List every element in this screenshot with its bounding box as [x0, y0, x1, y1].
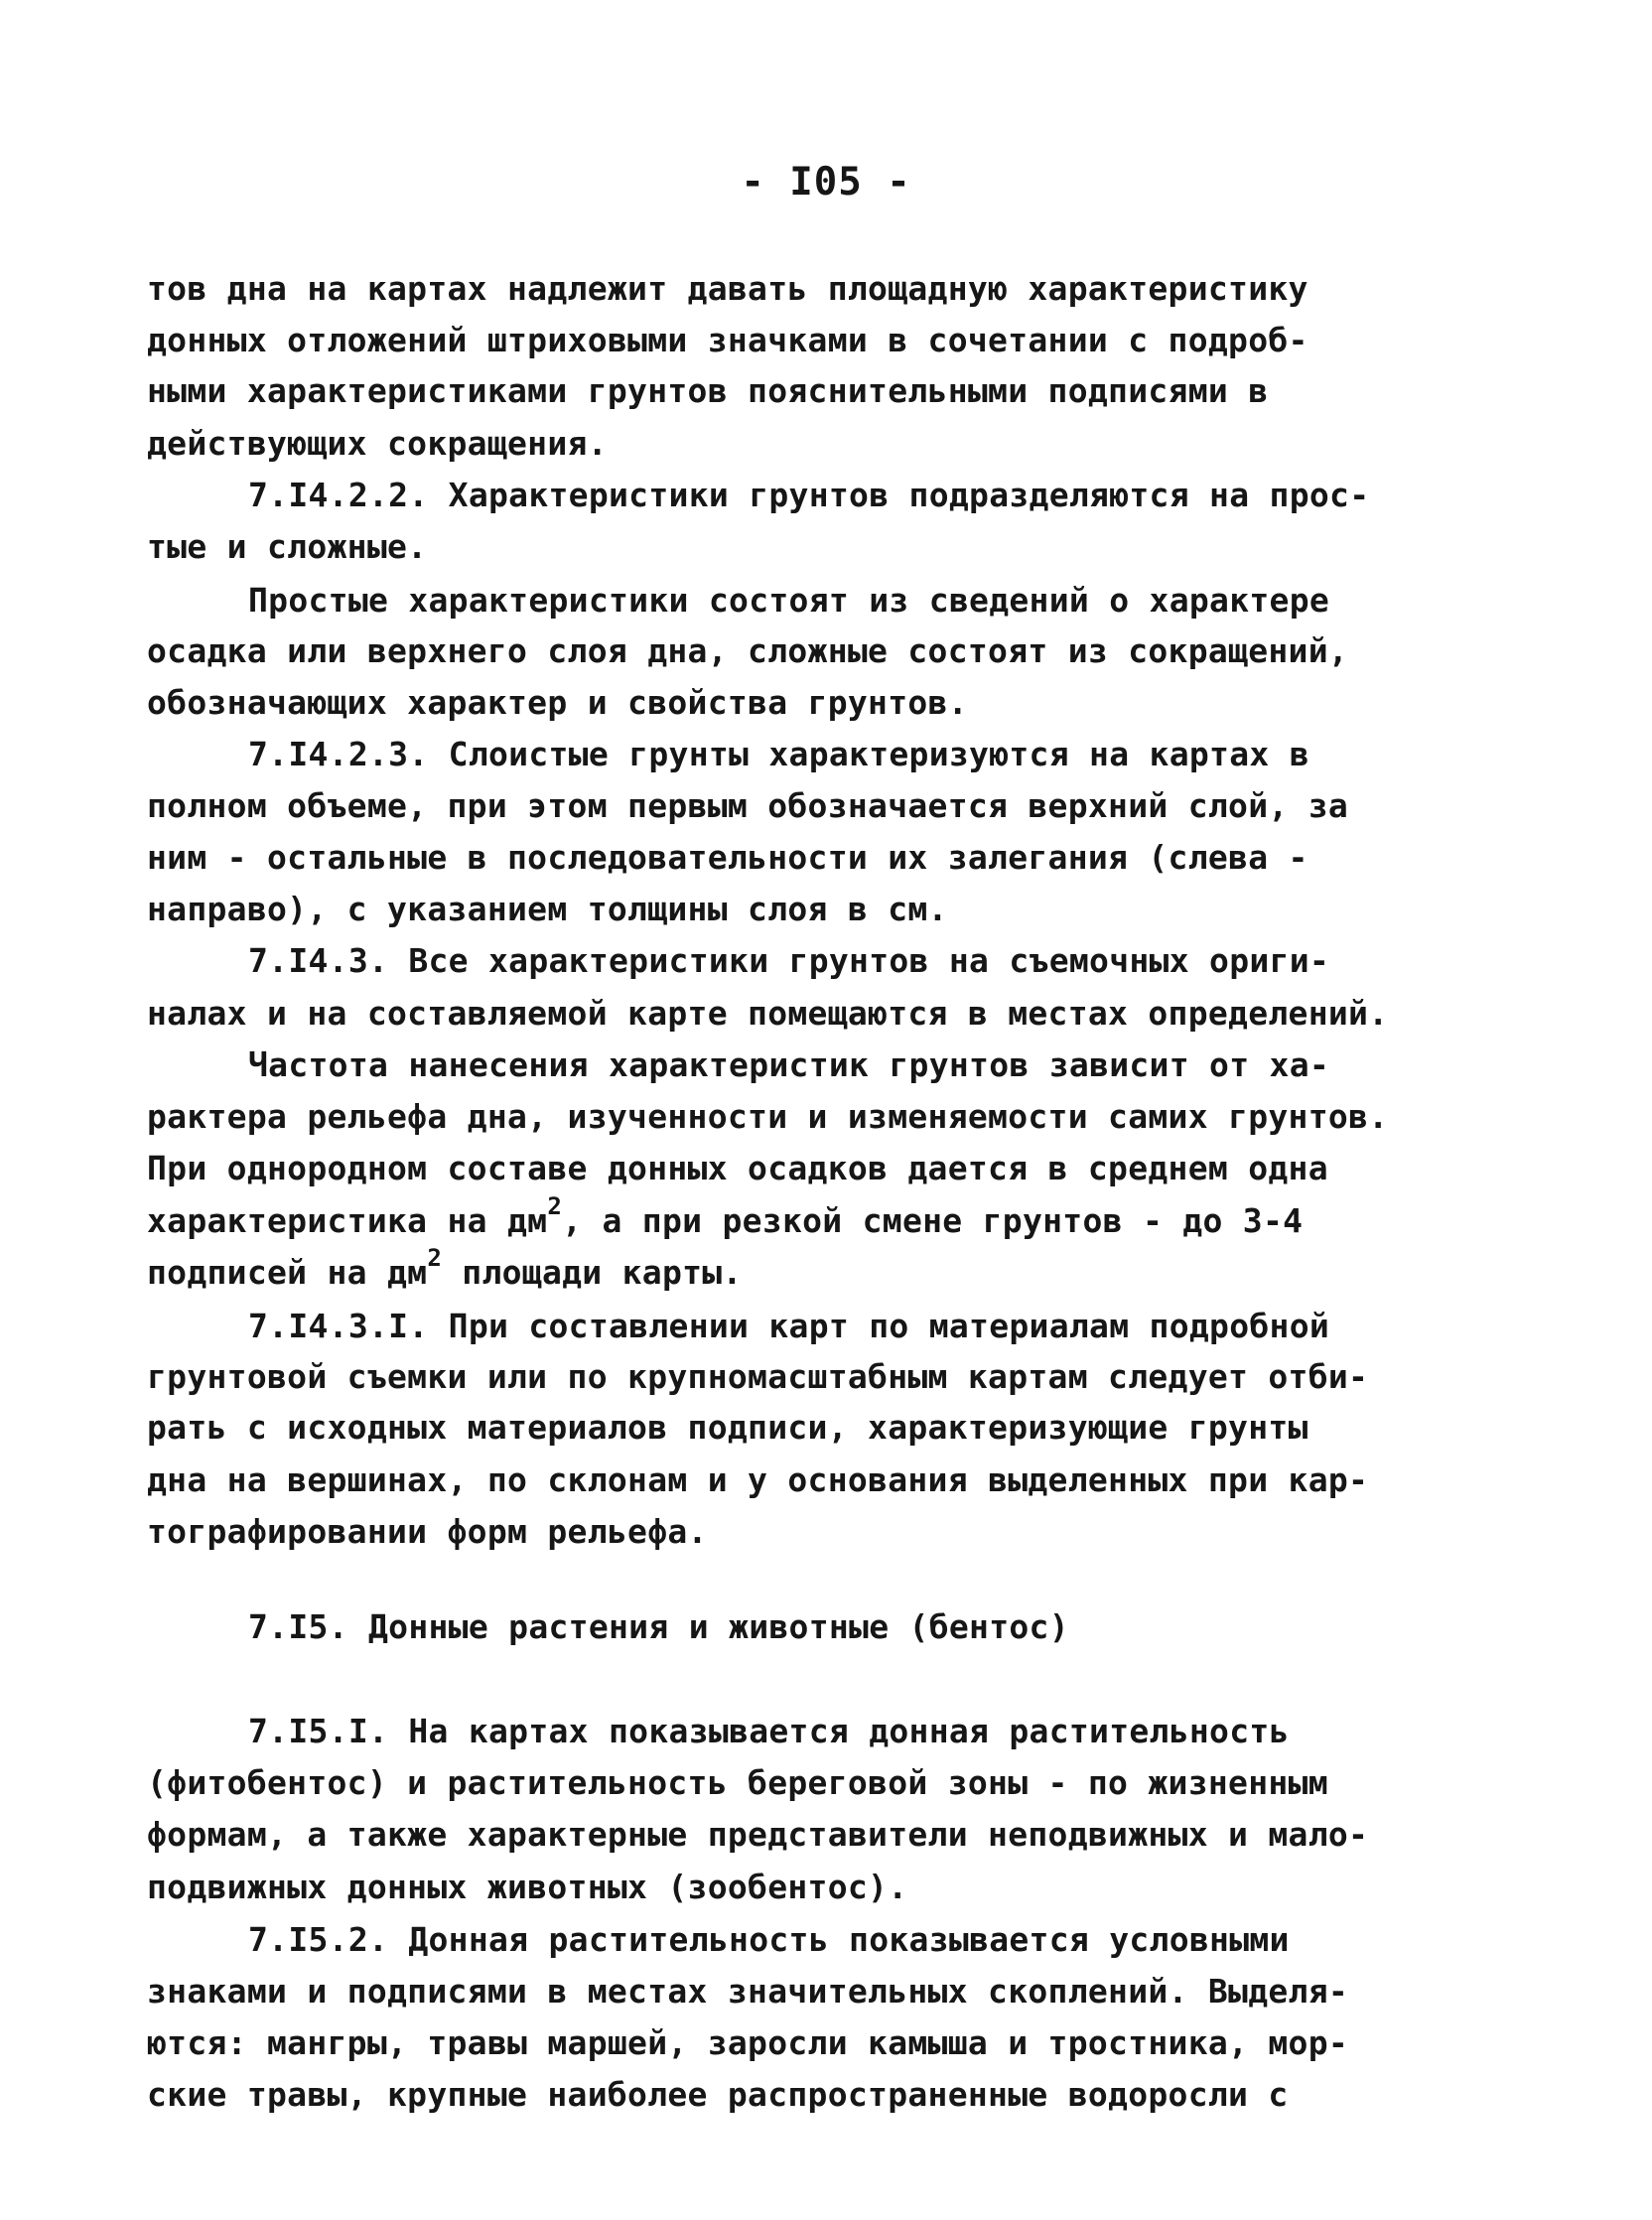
text-line — [147, 1967, 1348, 2016]
text-line — [147, 626, 1348, 676]
text-line — [147, 1144, 1328, 1193]
superscript: 2 — [427, 1244, 443, 1272]
text-line-content: При однородном составе донных осадков дается в среднем одна — [147, 1149, 1328, 1187]
text-line-content: 7.I5. Донные растения и животные (бентос) — [248, 1607, 1069, 1646]
text-line-content: налах и на составляемой карте помещаются в местах определений. — [147, 994, 1389, 1033]
text-line — [147, 885, 948, 934]
text-line — [248, 730, 1309, 779]
text-line-content: рактера рельефа дна, изученности и изменяемости самих грунтов. — [147, 1097, 1389, 1136]
text-line — [147, 1352, 1368, 1402]
text-line-content: полном объеме, при этом первым обозначается верхний слой, за — [147, 786, 1349, 825]
text-line — [147, 2070, 1289, 2120]
text-line — [147, 264, 1308, 314]
text-line — [147, 833, 1308, 883]
text-line — [147, 1863, 907, 1912]
text-line-content: 7.I5.2. Донная растительность показывается условными — [248, 1920, 1290, 1959]
text-line-content: подвижных донных животных (зообентос). — [147, 1868, 908, 1906]
text-line-content: ются: мангры, травы маршей, заросли камыша и тростника, мор- — [147, 2023, 1349, 2062]
text-line — [147, 1758, 1328, 1808]
text-line-content: тые и сложные. — [147, 527, 428, 566]
text-line-content: 7.I4.3. Все характеристики грунтов на съемочных ориги- — [248, 941, 1330, 980]
text-line-content: осадка или верхнего слоя дна, сложные состоят из сокращений, — [147, 631, 1349, 670]
text-line — [147, 1456, 1368, 1505]
text-line — [147, 1244, 743, 1298]
text-line-content: обозначающих характер и свойства грунтов. — [147, 683, 968, 722]
text-line-content: тов дна на картах надлежит давать площадную характеристику — [147, 269, 1308, 308]
text-line — [248, 1302, 1329, 1351]
text-line — [147, 678, 968, 728]
text-line-continuation: площади карты. — [442, 1253, 743, 1292]
text-line-content: ним - остальные в последовательности их залегания (слева - — [147, 838, 1308, 877]
text-line-content: направо), с указанием толщины слоя в см. — [147, 890, 948, 928]
page-number: - I05 - — [741, 160, 911, 205]
text-line — [147, 366, 1268, 416]
text-line-content: дна на вершинах, по склонам и у основания выделенных при кар- — [147, 1460, 1369, 1499]
text-line — [147, 989, 1388, 1039]
text-line — [147, 1507, 708, 1557]
text-line — [147, 316, 1308, 365]
text-line-content: Простые характеристики состоят из сведений о характере — [248, 581, 1330, 620]
text-line — [147, 1403, 1308, 1453]
text-line-content: 7.I4.2.2. Характеристики грунтов подразделяются на прос- — [248, 476, 1370, 514]
text-line — [248, 936, 1329, 986]
text-line — [248, 1602, 1069, 1652]
text-line-content: формам, а также характерные представители неподвижных и мало- — [147, 1815, 1369, 1854]
text-line — [147, 1810, 1368, 1860]
text-line — [248, 576, 1329, 625]
text-line-content: знаками и подписями в местах значительных скоплений. Выделя- — [147, 1972, 1349, 2011]
text-line-content: ские травы, крупные наиболее распространенные водоросли с — [147, 2075, 1289, 2114]
text-line-content: действующих сокращения. — [147, 424, 608, 463]
text-line — [248, 1041, 1329, 1090]
text-line — [147, 781, 1348, 831]
text-line-content: рать с исходных материалов подписи, характеризующие грунты — [147, 1408, 1308, 1447]
text-line-content: Частота нанесения характеристик грунтов зависит от ха- — [248, 1045, 1330, 1084]
text-line-continuation: , а при резкой смене грунтов - до 3-4 — [562, 1201, 1304, 1240]
text-line-content: 7.I5.I. На картах показывается донная растительность — [248, 1712, 1290, 1750]
text-line — [147, 522, 427, 572]
text-line-content: (фитобентос) и растительность береговой зоны - по жизненным — [147, 1763, 1328, 1802]
text-line-content: донных отложений штриховыми значками в сочетании с подроб- — [147, 321, 1308, 359]
text-line-content: ными характеристиками грунтов пояснительными подписями в — [147, 371, 1269, 410]
text-line — [147, 1092, 1388, 1142]
text-line — [248, 1707, 1290, 1756]
superscript: 2 — [547, 1192, 563, 1220]
text-line-content: грунтовой съемки или по крупномасштабным картам следует отби- — [147, 1357, 1369, 1396]
text-line-content: 7.I4.3.I. При составлении карт по материалам подробной — [248, 1307, 1330, 1345]
text-line — [147, 1192, 1304, 1246]
text-line — [248, 1915, 1290, 1965]
text-line-content: характеристика на дм — [147, 1201, 548, 1240]
text-line-content: тографировании форм рельефа. — [147, 1512, 708, 1551]
text-line — [248, 471, 1369, 520]
text-line-content: 7.I4.2.3. Слоистые грунты характеризуются на картах в — [248, 735, 1309, 773]
text-line — [147, 419, 608, 469]
text-line-content: подписей на дм — [147, 1253, 428, 1292]
text-line — [147, 2018, 1348, 2068]
